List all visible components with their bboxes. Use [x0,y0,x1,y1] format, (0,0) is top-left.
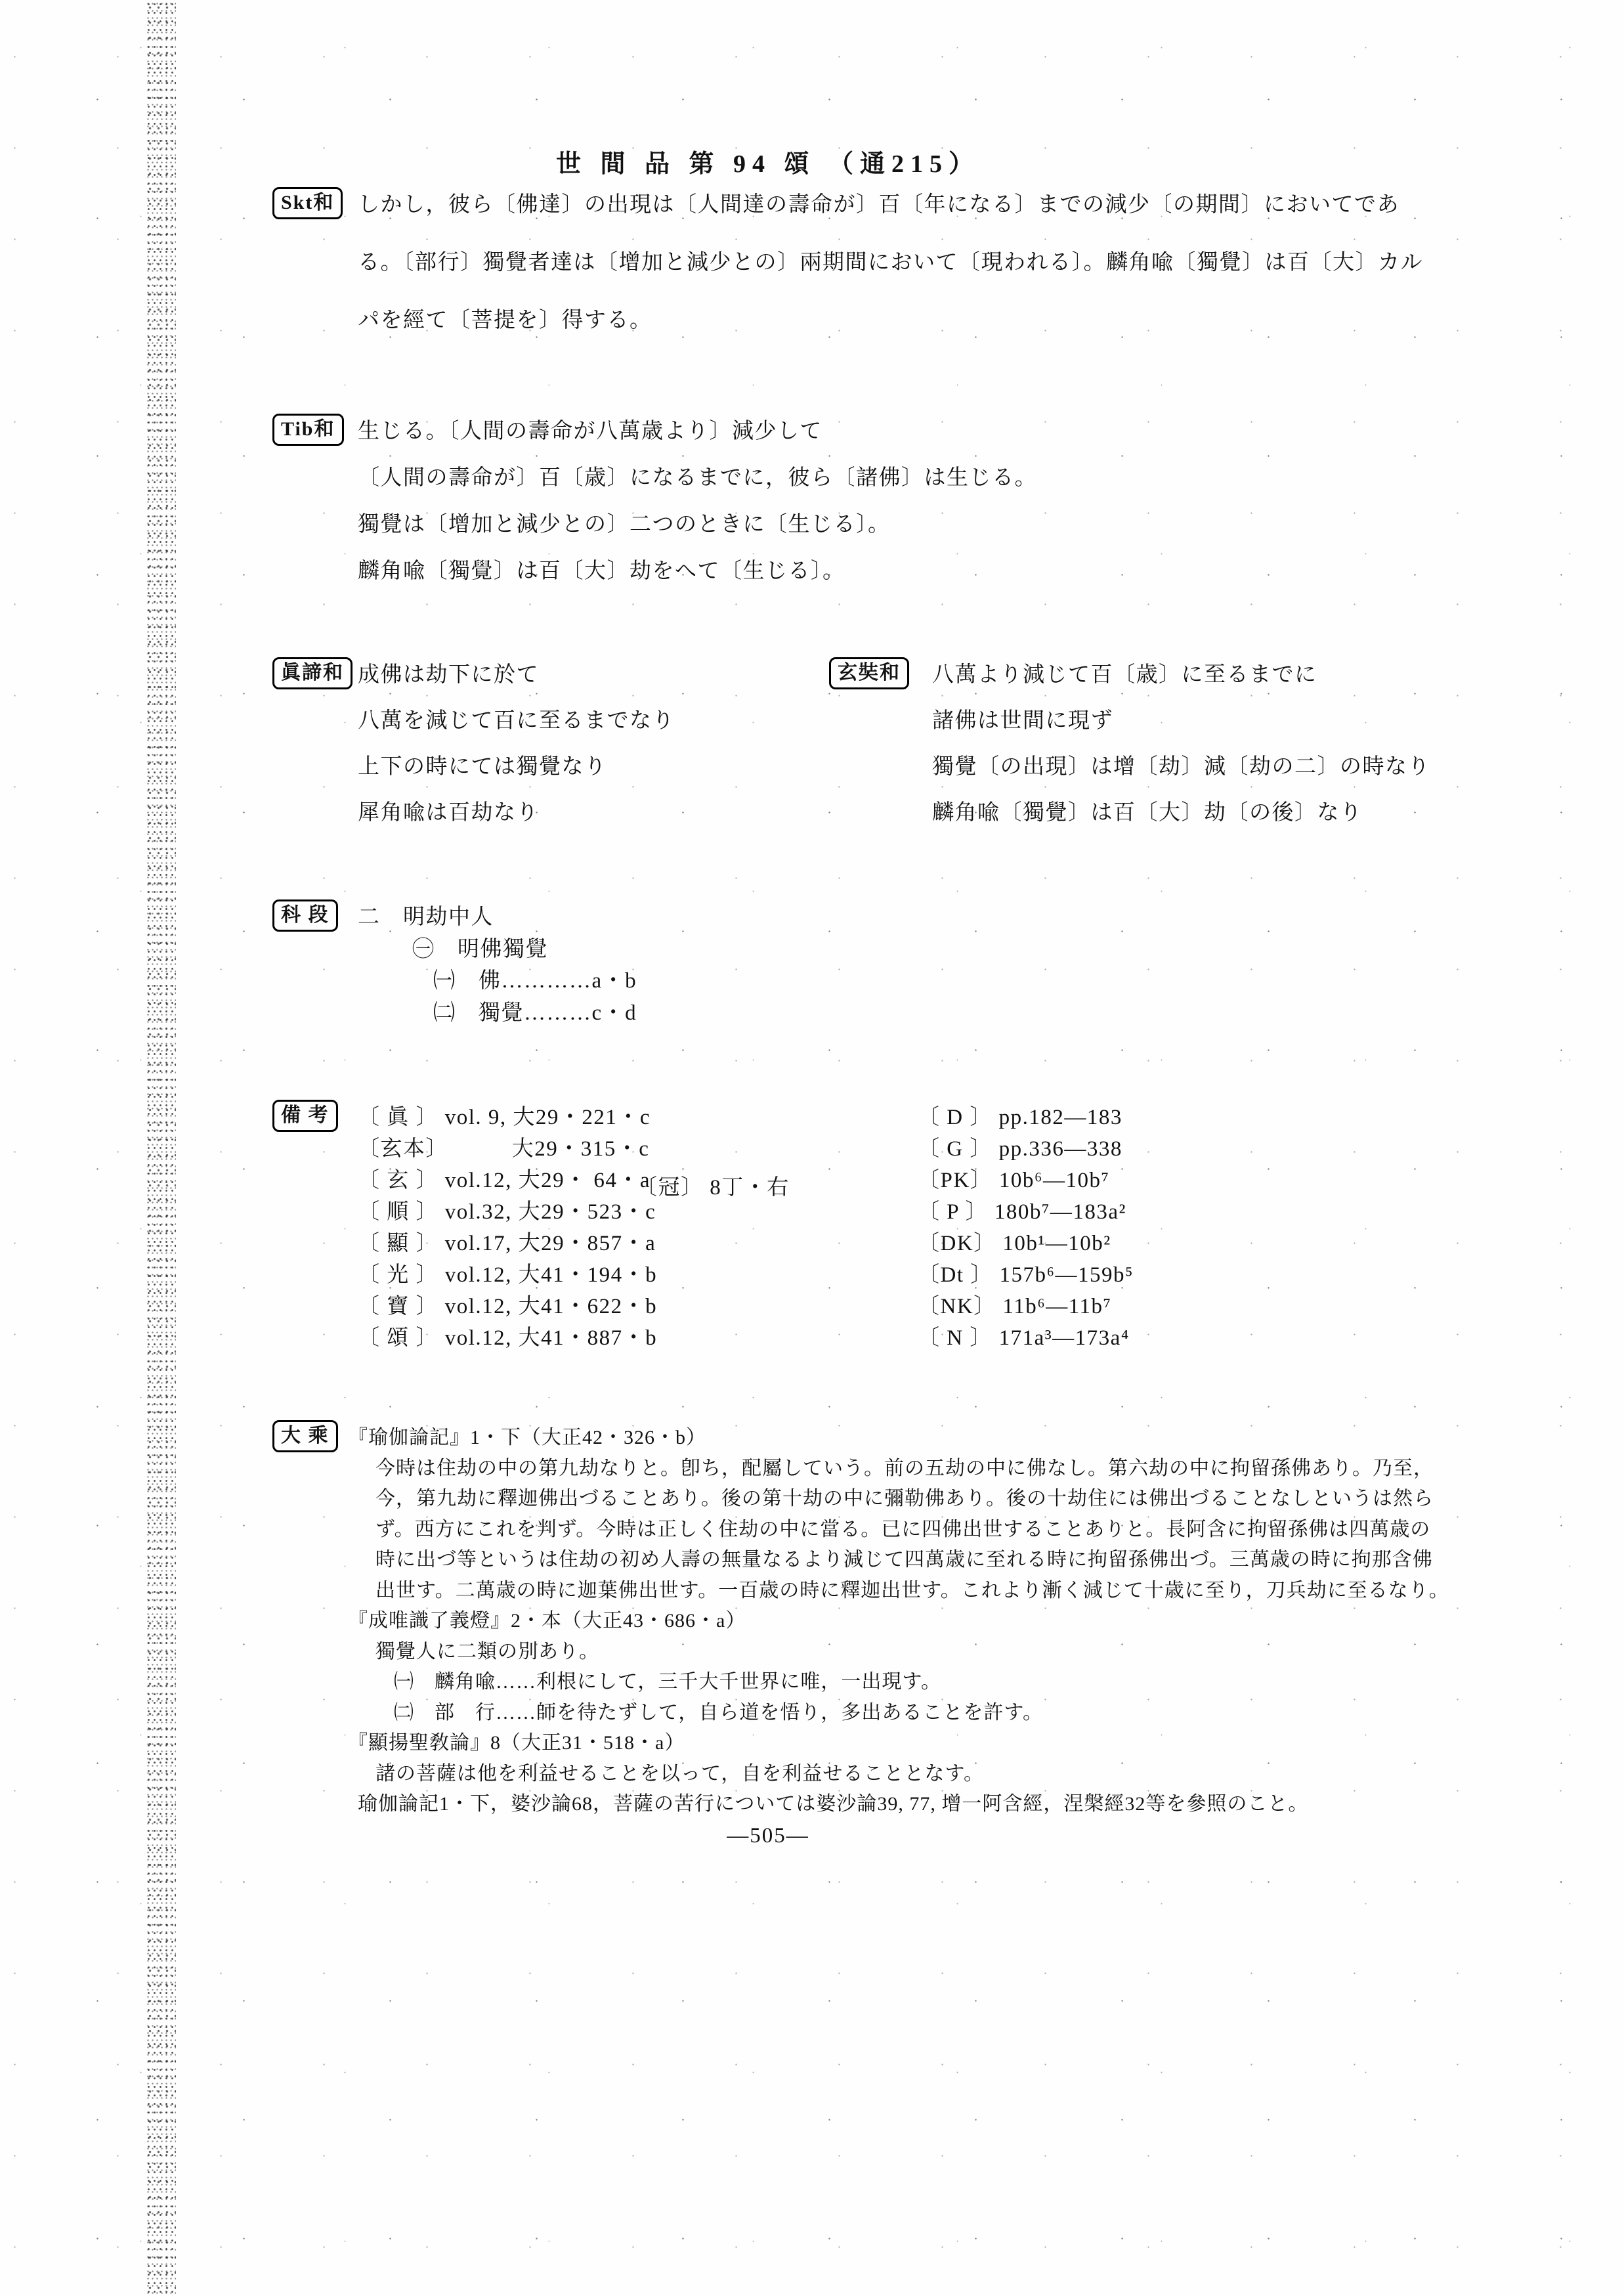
biko-ref: 〔 順 〕 vol.32, 大29・523・c [358,1200,656,1224]
section-shintai [358,652,850,836]
biko-ref: 〔 寶 〕 vol.12, 大41・622・b [358,1295,658,1318]
page-number: —505— [727,1824,809,1848]
section-tib [358,408,1605,595]
genjo-line: 諸佛は世間に現ず [932,709,1113,733]
daijo-quote-title: 『瑜伽論記』1・下（大正42・326・b） [348,1427,706,1448]
kadan-line: ㈡ 獨覺………c・d [433,1001,637,1025]
daijo-quote-title: 『成唯識了義燈』2・本（大正43・686・a） [348,1610,746,1632]
shintai-line: 上下の時にては獨覺なり [358,755,607,779]
genjo-line: 八萬より減じて百〔歳〕に至るまでに [932,663,1317,687]
skt-line: しかし，彼ら〔佛達〕の出現は〔人間達の壽命が〕百〔年になる〕までの減少〔の期間〕においてであ [358,193,1400,217]
daijo-line: ㈡ 部 行……師を待たずして，自ら道を悟り，多出あることを許す。 [394,1701,1043,1723]
genjo-line: 麟角喩〔獨覺〕は百〔大〕劫〔の後〕なり [932,801,1363,825]
shintai-line: 八萬を減じて百に至るまでなり [358,709,675,733]
biko-ref: 〔Dt 〕 157b⁶—159b⁵ [918,1263,1134,1287]
kadan-line: 二 明劫中人 [358,905,494,929]
biko-ref: 〔DK〕 10b¹—10b² [918,1232,1111,1255]
biko-ref: 〔 P 〕 180b⁷—183a² [918,1200,1126,1224]
biko-ref: 〔 頌 〕 vol.12, 大41・887・b [358,1326,658,1350]
daijo-line: ず。西方にこれを判ず。今時は正しく住劫の中に當る。已に四佛出世することありと。長阿含に拘留孫佛は四萬歳の [375,1518,1431,1540]
tib-line: 麟角喩〔獨覺〕は百〔大〕劫をへて〔生じる〕。 [358,559,845,583]
daijo-quote-title: 『顯揚聖敎論』8（大正31・518・a） [348,1732,685,1754]
biko-ref: 〔 光 〕 vol.12, 大41・194・b [358,1263,658,1287]
daijo-line: 獨覺人に二類の別あり。 [375,1640,599,1662]
biko-ref: 〔 眞 〕 vol. 9, 大29・221・c [358,1106,651,1129]
section-label-tib: Tib和 [272,414,344,446]
daijo-line: 瑜伽論記1・下，婆沙論68，菩薩の苦行については婆沙論39, 77, 增一阿含經，涅槃經32等を參照のこと。 [358,1793,1309,1815]
kadan-line: ㊀ 明佛獨覺 [412,937,548,961]
biko-right-column [918,1102,1377,1354]
biko-ref: 〔PK〕 10b⁶—10b⁷ [918,1169,1110,1192]
biko-kan-note: 〔冠〕 8丁・右 [635,1176,790,1200]
section-label-biko: 備 考 [272,1100,338,1132]
section-label-genjo: 玄奘和 [829,657,909,689]
daijo-line: 出世す。二萬歳の時に迦葉佛出世す。一百歳の時に釋迦出世す。これより漸く減じて十歳に至り，刀兵劫に至るなり。 [375,1579,1449,1601]
section-skt [358,176,1605,349]
skt-line: パを經て〔菩提を〕得する。 [358,309,652,332]
section-kadan [358,901,949,1029]
section-label-skt: Skt和 [272,187,343,219]
tib-line: 〔人間の壽命が〕百〔歳〕になるまでに，彼ら〔諸佛〕は生じる。 [358,466,1037,490]
biko-left-column [358,1102,909,1354]
shintai-line: 成佛は劫下に於て [358,663,539,687]
skt-line: る。〔部行〕獨覺者達は〔增加と減少との〕兩期間において〔現われる〕。麟角喩〔獨覺〕は百〔大〕カル [358,251,1423,274]
daijo-line: 時に出づ等というは住劫の初め人壽の無量なるより減じて四萬歳に至れる時に拘留孫佛出づ。三萬歳の時に拘那含佛 [375,1549,1433,1570]
biko-ref: 〔 D 〕 pp.182—183 [918,1106,1122,1129]
section-label-shintai: 眞諦和 [272,657,353,689]
biko-ref: 〔 N 〕 171a³—173a⁴ [918,1326,1130,1350]
daijo-line: ㈠ 麟角喩……利根にして，三千大千世界に唯，一出現す。 [394,1671,941,1693]
daijo-line: 諸の菩薩は他を利益せることを以って，自を利益せることとなす。 [375,1762,984,1785]
genjo-line: 獨覺〔の出現〕は增〔劫〕減〔劫の二〕の時なり [932,755,1430,779]
shintai-line: 犀角喩は百劫なり [358,801,539,825]
section-daijo [348,1423,1602,1820]
biko-ref: 〔 玄 〕 vol.12, 大29・ 64・a [358,1169,651,1192]
section-genjo [932,652,1589,836]
section-label-daijo: 大 乘 [272,1420,338,1452]
biko-ref: 〔玄本〕 大29・315・c [358,1137,650,1161]
tib-line: 獨覺は〔增加と減少との〕二つのときに〔生じる〕。 [358,513,891,536]
biko-ref: 〔 G 〕 pp.336—338 [918,1137,1122,1161]
scan-gutter-noise [146,0,176,2296]
section-label-kadan: 科 段 [272,899,338,932]
daijo-line: 今，第九劫に釋迦佛出づることあり。後の第十劫の中に彌勒佛あり。後の十劫住には佛出づることなしというは然ら [375,1488,1434,1509]
daijo-line: 今時は住劫の中の第九劫なりと。卽ち，配屬していう。前の五劫の中に佛なし。第六劫の中に拘留孫佛あり。乃至， [375,1457,1434,1479]
kadan-line: ㈠ 佛…………a・b [433,969,637,993]
biko-ref: 〔NK〕 11b⁶—11b⁷ [918,1295,1112,1318]
page-title: 世 間 品 第 94 頌 （通215） [555,150,980,178]
biko-ref: 〔 顯 〕 vol.17, 大29・857・a [358,1232,656,1255]
tib-line: 生じる。〔人間の壽命が八萬歳より〕減少して [358,420,823,443]
